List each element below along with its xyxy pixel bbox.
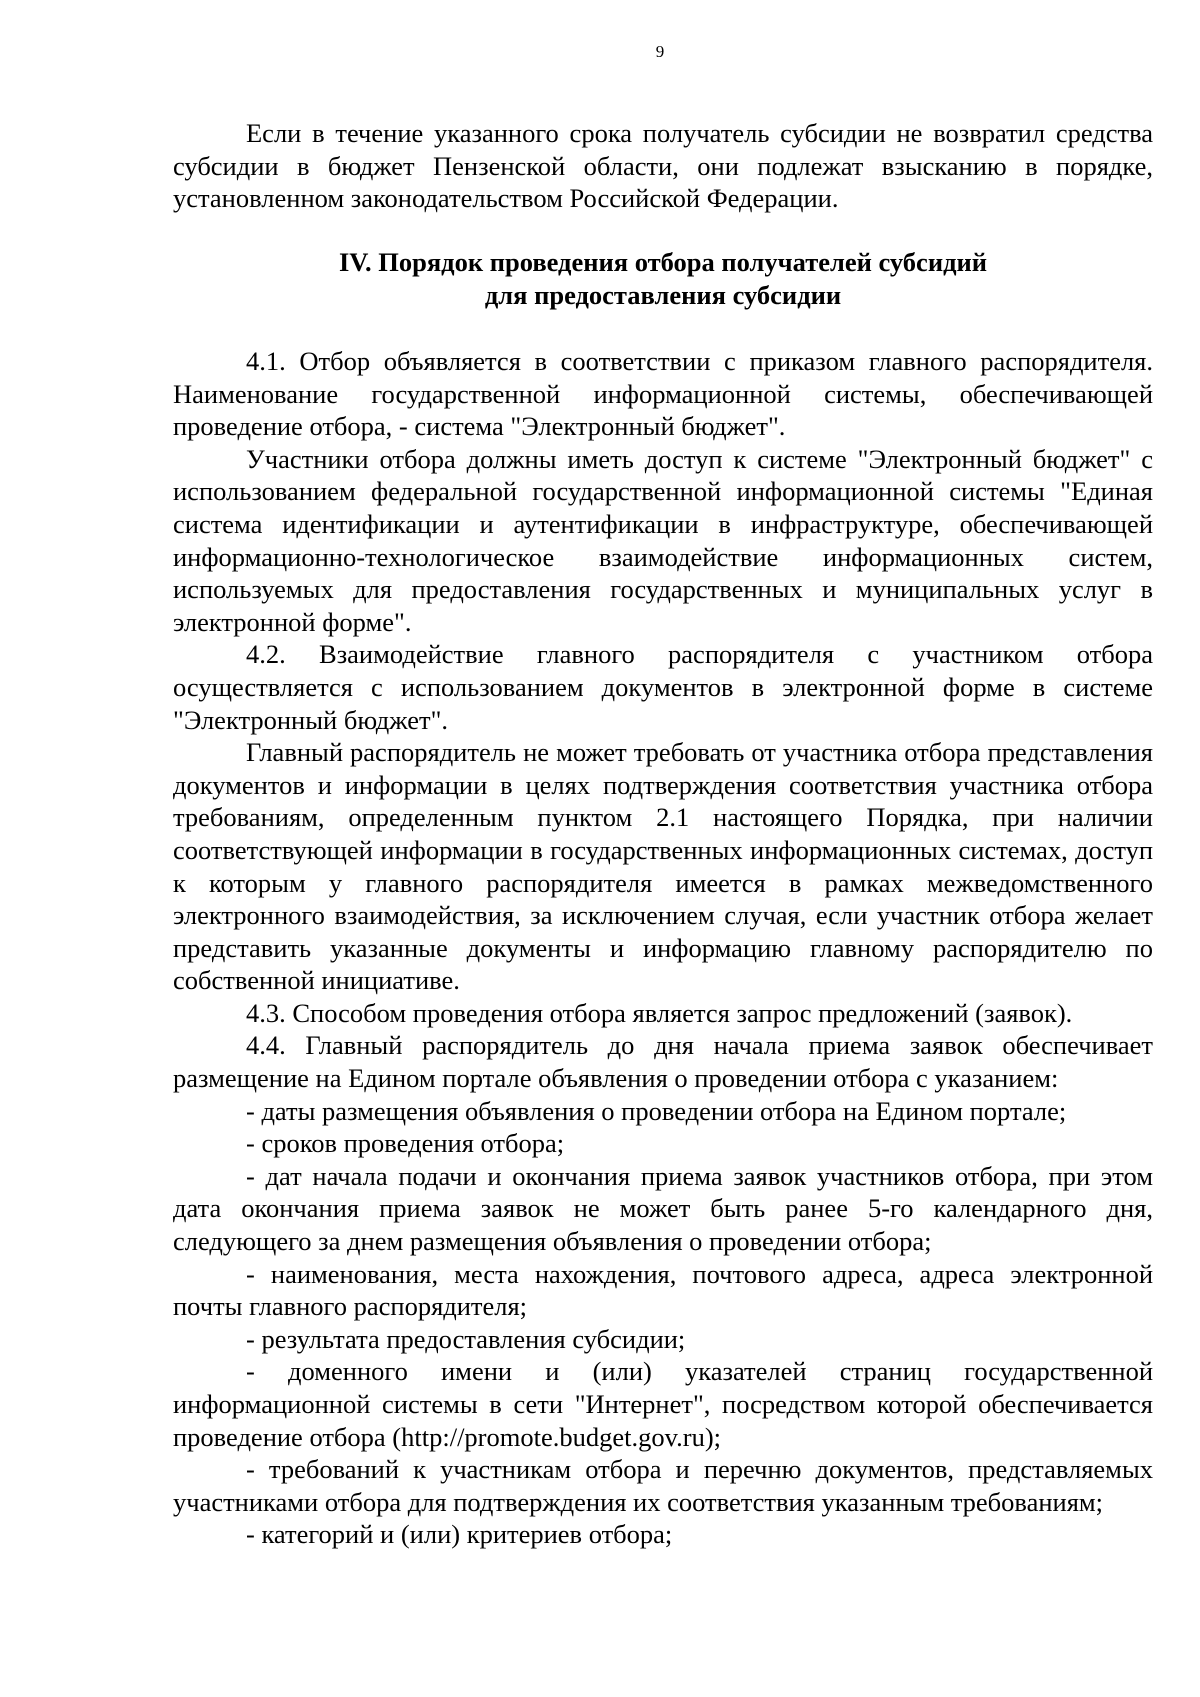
paragraph-access-requirements: Участники отбора должны иметь доступ к системе "Электронный бюджет" с использованием федеральной государственной информационной системы "Единая система идентификации и аутентификации в инфраструктуре, обеспечивающей информационно-технологическое взаимодействие информационных систем, используемых для предоставления государственных и муниципальных услуг в электронной форме". (173, 443, 1153, 637)
paragraph-document-requests: Главный распорядитель не может требовать от участника отбора представления документов и информации в целях подтверждения соответствия участника отбора требованиям, определенным пунктом 2.1 настоящего Порядка, при наличии соответствующей информации в государственных информационных системах, доступ к которым у главного распорядителя имеется в рамках межведомственного электронного взаимодействия, за исключением случая, если участник отбора желает представить указанные документы и информацию главному распорядителю по собственной инициативе. (173, 737, 1153, 996)
section-heading-line-2: для предоставления субсидии (484, 279, 842, 310)
section-heading-line-1: IV. Порядок проведения отбора получателей субсидий (338, 247, 988, 277)
list-item-application-dates: - дат начала подачи и окончания приема заявок участников отбора, при этом дата окончания приема заявок не может быть ранее 5-го календарного дня, следующего за днем размещения объявления о проведении отбора; (173, 1160, 1153, 1257)
section-body (173, 345, 1153, 1551)
paragraph-4-4: 4.4. Главный распорядитель до дня начала приема заявок обеспечивает размещение на Едином портале объявления о проведении отбора с указанием: (173, 1030, 1153, 1094)
list-item-selection-criteria: - категорий и (или) критериев отбора; (246, 1519, 673, 1550)
paragraph-4-3: 4.3. Способом проведения отбора является запрос предложений (заявок). (246, 997, 1073, 1028)
list-item-distributor-contacts: - наименования, места нахождения, почтового адреса, адреса электронной почты главного распорядителя; (173, 1258, 1153, 1322)
paragraph-4-1: 4.1. Отбор объявляется в соответствии с приказом главного распорядителя. Наименование государственной информационной системы, обеспечивающей проведение отбора, - система "Электронный бюджет". (173, 346, 1153, 442)
list-item-selection-terms: - сроков проведения отбора; (246, 1128, 565, 1159)
list-item-participant-requirements: - требований к участникам отбора и перечню документов, представляемых участниками отбора для подтверждения их соответствия указанным требованиям; (173, 1454, 1153, 1517)
section-heading (173, 246, 1153, 311)
page-number: 9 (655, 42, 665, 61)
paragraph-4-2: 4.2. Взаимодействие главного распорядителя с участником отбора осуществляется с использованием документов в электронной форме в системе "Электронный бюджет". (173, 639, 1153, 735)
list-item-announcement-date: - даты размещения объявления о проведении отбора на Едином портале; (246, 1095, 1067, 1126)
list-item-subsidy-result: - результата предоставления субсидии; (246, 1323, 686, 1354)
intro-block (173, 117, 1153, 215)
list-item-domain-name: - доменного имени и (или) указателей страниц государственной информационной системы в сети "Интернет", посредством которой обеспечивается проведение отбора (http://promote.budget.gov.ru); (173, 1356, 1153, 1452)
paragraph-subsidy-return: Если в течение указанного срока получатель субсидии не возвратил средства субсидии в бюджет Пензенской области, они подлежат взысканию в порядке, установленном законодательством Российской Федерации. (173, 118, 1153, 214)
